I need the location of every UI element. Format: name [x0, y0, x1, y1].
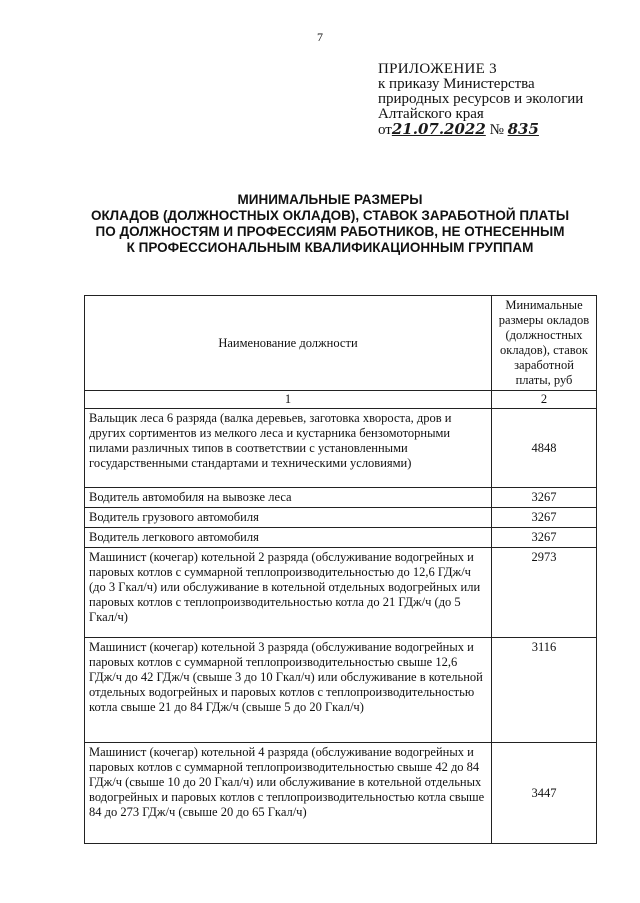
- salary-value: 3447: [492, 743, 597, 844]
- table-row: [85, 548, 597, 638]
- table-row: [85, 528, 597, 548]
- table-row: [85, 638, 597, 743]
- appendix-date-line: [378, 122, 628, 138]
- heading-line-2: ОКЛАДОВ (ДОЛЖНОСТНЫХ ОКЛАДОВ), СТАВОК ЗАРАБОТНОЙ ПЛАТЫ: [90, 208, 570, 223]
- table-row: [85, 409, 597, 488]
- position-name: Машинист (кочегар) котельной 3 разряда (обслуживание водогрейных и паровых котлов с суммарной теплопроизводительностью свыше 12,6 ГДж/ч до 42 ГДж/ч (свыше 3 до 10 Гкал/ч) или обслуживание в котельной отдельных водогрейных и паровых котлов с теплопроизводительностью котла свыше 21 до 84 ГДж/ч (свыше 5 до 20 Гкал/ч): [85, 638, 492, 743]
- appendix-line-1: к приказу Министерства: [378, 76, 535, 92]
- heading-line-3: ПО ДОЛЖНОСТЯМ И ПРОФЕССИЯМ РАБОТНИКОВ, НЕ ОТНЕСЕННЫМ: [95, 224, 565, 239]
- appendix-title: ПРИЛОЖЕНИЕ 3: [378, 61, 497, 77]
- position-name: Водитель грузового автомобиля: [85, 508, 492, 528]
- appendix-block: [378, 62, 628, 138]
- table-row: [85, 488, 597, 508]
- column-number-2: 2: [492, 391, 597, 409]
- date-prefix: от: [378, 122, 392, 138]
- handwritten-date: 21.07.2022: [391, 120, 486, 138]
- salary-value: 4848: [492, 409, 597, 488]
- column-number-1: 1: [85, 391, 492, 409]
- handwritten-number: 835: [507, 120, 539, 138]
- heading-line-1: МИНИМАЛЬНЫЕ РАЗМЕРЫ: [237, 192, 423, 207]
- header-position-name: Наименование должности: [85, 296, 492, 391]
- salary-value: 2973: [492, 548, 597, 638]
- salary-value: 3267: [492, 508, 597, 528]
- appendix-line-3: Алтайского края: [378, 106, 484, 122]
- position-name: Машинист (кочегар) котельной 4 разряда (обслуживание водогрейных и паровых котлов с суммарной теплопроизводительностью свыше 42 до 84 ГДж/ч (свыше 10 до 20 Гкал/ч) или обслуживание в котельной отдельных водогрейных и паровых котлов с теплопроизводительностью котла свыше 84 до 273 ГДж/ч (свыше 20 до 65 Гкал/ч): [85, 743, 492, 844]
- number-sign: №: [489, 122, 504, 138]
- table-row: [85, 508, 597, 528]
- heading-line-4: К ПРОФЕССИОНАЛЬНЫМ КВАЛИФИКАЦИОННЫМ ГРУППАМ: [126, 240, 534, 255]
- position-name: Машинист (кочегар) котельной 2 разряда (обслуживание водогрейных и паровых котлов с суммарной теплопроизводительностью до 12,6 ГДж/ч (до 3 Гкал/ч) или обслуживание в котельной отдельных водогрейных или паровых котлов с теплопроизводительностью котла до 21 ГДж/ч (до 5 Гкал/ч): [85, 548, 492, 638]
- salary-value: 3116: [492, 638, 597, 743]
- salary-value: 3267: [492, 488, 597, 508]
- position-name: Вальщик леса 6 разряда (валка деревьев, заготовка хвороста, дров и других сортиментов из мелкого леса и кустарника бензомоторными пилами различных типов в соответствии с установленными государственными стандартами и техническими условиями): [85, 409, 492, 488]
- table-row: [85, 743, 597, 844]
- document-heading: [60, 192, 600, 256]
- position-name: Водитель легкового автомобиля: [85, 528, 492, 548]
- salary-value: 3267: [492, 528, 597, 548]
- header-salary: Минимальные размеры окладов (должностных окладов), ставок заработной платы, руб: [492, 296, 597, 391]
- table-column-numbers: [85, 391, 597, 409]
- appendix-line-2: природных ресурсов и экологии: [378, 91, 584, 107]
- page-number: 7: [317, 30, 323, 44]
- salary-table: [84, 295, 597, 844]
- table-header-row: [85, 296, 597, 391]
- position-name: Водитель автомобиля на вывозке леса: [85, 488, 492, 508]
